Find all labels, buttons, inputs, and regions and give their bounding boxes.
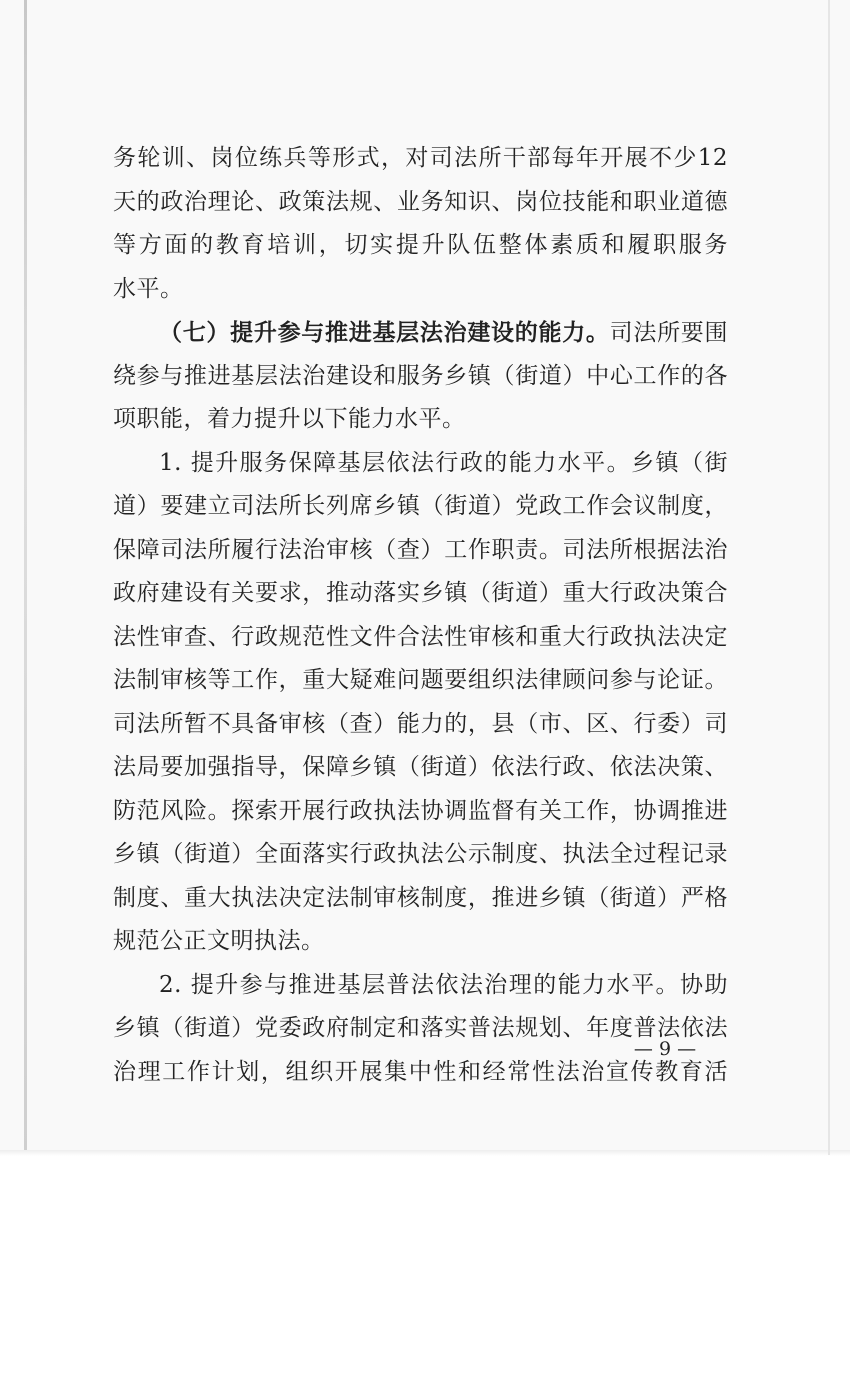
text-line: 务轮训、岗位练兵等形式，对司法所干部每年开展不少12	[113, 145, 728, 171]
document-body	[113, 137, 728, 1094]
text-line: 项职能，着力提升以下能力水平。	[113, 406, 466, 432]
section-7-text: 司法所要围	[609, 320, 729, 346]
text-line: 道）要建立司法所长列席乡镇（街道）党政工作会议制度，	[113, 493, 728, 519]
text-line: 法性审查、行政规范性文件合法性审核和重大行政执法决定	[113, 623, 728, 650]
text-line: 防范风险。探索开展行政执法协调监督有关工作，协调推进	[113, 797, 728, 824]
item-1-line: 1. 提升服务保障基层依法行政的能力水平。乡镇（街	[159, 449, 728, 476]
text-line: 制度、重大执法决定法制审核制度，推进乡镇（街道）严格	[113, 884, 728, 911]
text-line: 绕参与推进基层法治建设和服务乡镇（街道）中心工作的各	[113, 362, 728, 389]
section-7-line	[113, 311, 728, 355]
section-7-heading: （七）提升参与推进基层法治建设的能力。	[159, 319, 610, 346]
text-line: 司法所暂不具备审核（查）能力的，县（市、区、行委）司	[113, 710, 728, 737]
text-line: 乡镇（街道）全面落实行政执法公示制度、执法全过程记录	[113, 841, 728, 867]
text-line: 政府建设有关要求，推动落实乡镇（街道）重大行政决策合	[113, 580, 728, 606]
text-line: 法局要加强指导，保障乡镇（街道）依法行政、依法决策、	[113, 754, 728, 780]
text-line: 法制审核等工作，重大疑难问题要组织法律顾问参与论证。	[113, 667, 728, 693]
text-line: 治理工作计划，组织开展集中性和经常性法治宣传教育活	[113, 1058, 728, 1085]
text-line: 乡镇（街道）党委政府制定和落实普法规划、年度普法依法	[113, 1015, 728, 1041]
text-line: 保障司法所履行法治审核（查）工作职责。司法所根据法治	[113, 536, 728, 563]
text-line: 水平。	[113, 275, 184, 302]
text-line: 等方面的教育培训，切实提升队伍整体素质和履职服务	[113, 232, 728, 258]
page-number: — 9 —	[633, 1038, 697, 1060]
text-line: 规范公正文明执法。	[113, 928, 325, 954]
text-line: 天的政治理论、政策法规、业务知识、岗位技能和职业道德	[113, 188, 728, 215]
scan-bottom-edge	[0, 1150, 850, 1156]
item-2-line: 2. 提升参与推进基层普法依法治理的能力水平。协助	[159, 971, 728, 998]
